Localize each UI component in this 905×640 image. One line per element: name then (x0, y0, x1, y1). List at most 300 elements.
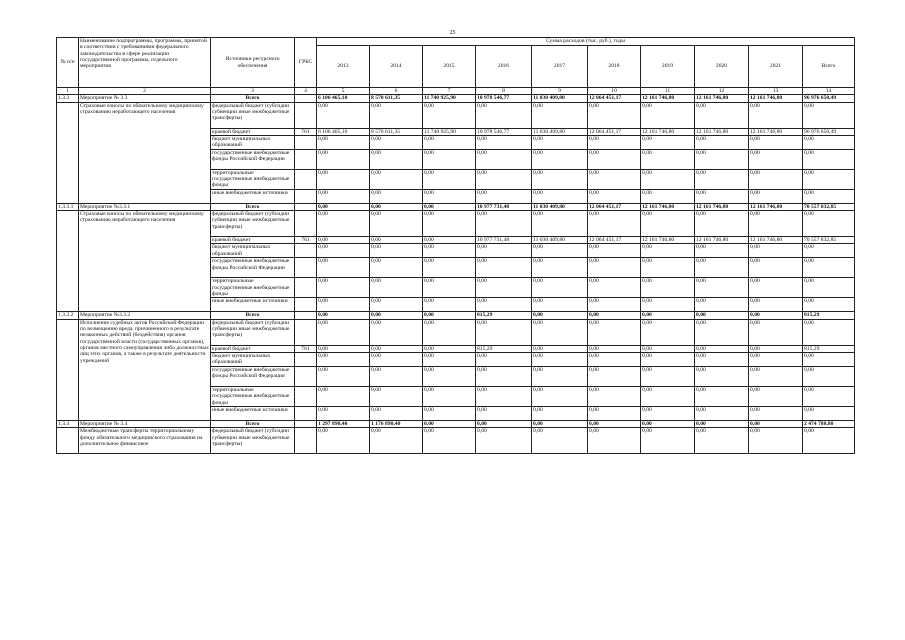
amount-cell: 0,00 (749, 345, 803, 352)
col-number: 2 (79, 88, 211, 95)
amount-cell: 0,00 (749, 421, 803, 428)
amount-cell: 70 557 832,85 (803, 203, 855, 210)
amount-cell: 0,00 (803, 319, 855, 345)
amount-cell: 0,00 (476, 189, 532, 203)
amount-cell: 0,00 (641, 135, 695, 149)
amount-cell: 0,00 (476, 102, 532, 128)
amount-cell: 11 740 925,90 (423, 95, 476, 102)
amount-cell: 0,00 (803, 189, 855, 203)
amount-cell: 0,00 (532, 428, 588, 454)
row-title: Мероприятие № 3.3 (79, 95, 211, 102)
grbs-cell (295, 203, 317, 210)
amount-cell: 0,00 (423, 149, 476, 169)
grbs-cell (295, 298, 317, 312)
amount-cell: 0,00 (476, 258, 532, 278)
amount-cell: 0,00 (641, 298, 695, 312)
amount-cell: 0,00 (803, 258, 855, 278)
amount-cell: 0,00 (695, 149, 749, 169)
amount-cell: 0,00 (588, 353, 641, 367)
amount-cell: 0,00 (641, 367, 695, 387)
source-label: бюджет муниципальных образований (211, 135, 295, 149)
amount-cell: 0,00 (588, 189, 641, 203)
amount-cell: 0,00 (803, 367, 855, 387)
amount-cell: 0,00 (423, 312, 476, 319)
amount-cell: 0,00 (641, 189, 695, 203)
amount-cell: 0,00 (803, 102, 855, 128)
amount-cell: 0,00 (749, 189, 803, 203)
amount-cell: 96 976 650,49 (803, 128, 855, 135)
amount-cell: 10 978 546,77 (476, 128, 532, 135)
header-year: 2017 (532, 46, 588, 88)
col-number: 6 (370, 88, 423, 95)
amount-cell: 0,00 (532, 149, 588, 169)
col-number: 3 (211, 88, 295, 95)
col-number: 4 (295, 88, 317, 95)
table-row (57, 312, 855, 319)
amount-cell: 0,00 (476, 211, 532, 237)
amount-cell: 11 030 409,80 (532, 95, 588, 102)
amount-cell: 0,00 (532, 387, 588, 407)
amount-cell: 0,00 (695, 189, 749, 203)
amount-cell: 1 176 890,40 (370, 421, 423, 428)
col-number: 8 (476, 88, 532, 95)
amount-cell: 8 570 611,35 (370, 128, 423, 135)
amount-cell: 0,00 (370, 428, 423, 454)
amount-cell: 0,00 (370, 102, 423, 128)
amount-cell: 0,00 (641, 319, 695, 345)
amount-cell: 0,00 (476, 319, 532, 345)
amount-cell: 0,00 (588, 149, 641, 169)
amount-cell: 0,00 (476, 278, 532, 298)
amount-cell: 0,00 (749, 367, 803, 387)
amount-cell: 11 030 409,80 (532, 203, 588, 210)
amount-cell: 0,00 (695, 211, 749, 237)
source-label: Всего (211, 421, 295, 428)
amount-cell: 0,00 (749, 278, 803, 298)
amount-cell: 0,00 (588, 135, 641, 149)
amount-cell: 0,00 (317, 258, 370, 278)
amount-cell: 0,00 (588, 298, 641, 312)
amount-cell: 0,00 (317, 407, 370, 421)
source-label: Всего (211, 312, 295, 319)
col-number: 11 (641, 88, 695, 95)
table-row (57, 421, 855, 428)
amount-cell: 2 474 780,80 (803, 421, 855, 428)
col-number: 10 (588, 88, 641, 95)
grbs-cell (295, 278, 317, 298)
amount-cell: 0,00 (641, 258, 695, 278)
amount-cell: 0,00 (749, 149, 803, 169)
source-label: бюджет муниципальных образований (211, 244, 295, 258)
amount-cell: 0,00 (317, 278, 370, 298)
amount-cell: 0,00 (317, 367, 370, 387)
amount-cell: 0,00 (423, 237, 476, 244)
amount-cell: 0,00 (317, 237, 370, 244)
amount-cell: 0,00 (476, 421, 532, 428)
amount-cell: 815,29 (476, 312, 532, 319)
grbs-cell (295, 421, 317, 428)
amount-cell: 0,00 (476, 135, 532, 149)
amount-cell: 12 064 451,17 (588, 237, 641, 244)
amount-cell: 0,00 (532, 258, 588, 278)
header-year: 2014 (370, 46, 423, 88)
amount-cell: 0,00 (317, 312, 370, 319)
header-source: Источники ресурсного обеспечения (211, 38, 295, 88)
table-row (57, 203, 855, 210)
amount-cell: 0,00 (370, 149, 423, 169)
amount-cell: 0,00 (532, 244, 588, 258)
amount-cell: 12 161 746,80 (695, 95, 749, 102)
amount-cell: 0,00 (749, 298, 803, 312)
source-label: бюджет муниципальных образований (211, 353, 295, 367)
source-label: иные внебюджетные источники (211, 189, 295, 203)
amount-cell: 0,00 (749, 102, 803, 128)
amount-cell: 12 161 746,80 (749, 95, 803, 102)
amount-cell: 0,00 (695, 102, 749, 128)
amount-cell: 0,00 (476, 407, 532, 421)
col-number: 5 (317, 88, 370, 95)
amount-cell: 0,00 (423, 258, 476, 278)
amount-cell: 12 161 746,80 (749, 237, 803, 244)
amount-cell: 0,00 (695, 353, 749, 367)
amount-cell: 0,00 (803, 278, 855, 298)
source-label: федеральный бюджет (субсидии субвенции иные межбюджетные трансферты) (211, 428, 295, 454)
amount-cell: 0,00 (370, 387, 423, 407)
col-number: 14 (803, 88, 855, 95)
amount-cell: 0,00 (695, 278, 749, 298)
amount-cell: 0,00 (532, 407, 588, 421)
amount-cell: 0,00 (476, 149, 532, 169)
amount-cell: 0,00 (641, 149, 695, 169)
amount-cell: 10 977 731,48 (476, 203, 532, 210)
amount-cell: 0,00 (532, 189, 588, 203)
amount-cell: 0,00 (803, 244, 855, 258)
amount-cell: 0,00 (476, 169, 532, 189)
row-number: 1.3.3.2 (57, 312, 79, 319)
amount-cell: 12 161 746,80 (641, 203, 695, 210)
source-label: иные внебюджетные источники (211, 298, 295, 312)
amount-cell: 0,00 (370, 407, 423, 421)
source-label: федеральный бюджет (субсидии субвенции иные межбюджетные трансферты) (211, 319, 295, 345)
amount-cell: 0,00 (695, 244, 749, 258)
amount-cell: 12 161 746,80 (641, 128, 695, 135)
header-year: 2013 (317, 46, 370, 88)
amount-cell: 0,00 (749, 211, 803, 237)
column-number-row (57, 88, 855, 95)
amount-cell: 0,00 (476, 244, 532, 258)
amount-cell: 0,00 (532, 211, 588, 237)
table-row (57, 428, 855, 454)
amount-cell: 11 740 925,90 (423, 128, 476, 135)
source-label: Всего (211, 203, 295, 210)
amount-cell: 12 161 746,80 (641, 95, 695, 102)
amount-cell: 0,00 (588, 367, 641, 387)
amount-cell: 0,00 (641, 345, 695, 352)
amount-cell: 0,00 (749, 387, 803, 407)
amount-cell: 0,00 (695, 387, 749, 407)
amount-cell: 0,00 (803, 298, 855, 312)
amount-cell: 0,00 (317, 244, 370, 258)
amount-cell: 0,00 (370, 278, 423, 298)
budget-table (56, 37, 855, 454)
amount-cell: 0,00 (588, 312, 641, 319)
col-number: 13 (749, 88, 803, 95)
amount-cell: 0,00 (317, 102, 370, 128)
source-label: государственные внебюджетные фонды Российской Федерации (211, 258, 295, 278)
grbs-cell (295, 387, 317, 407)
amount-cell: 0,00 (588, 244, 641, 258)
grbs-cell: 761 (295, 128, 317, 135)
amount-cell: 0,00 (641, 407, 695, 421)
amount-cell: 0,00 (641, 278, 695, 298)
source-label: краевой бюджет (211, 345, 295, 352)
header-group: Сумма расходов (тыс. руб.), годы (317, 38, 855, 46)
header-grbs: ГРБС (295, 38, 317, 88)
amount-cell: 0,00 (695, 345, 749, 352)
amount-cell: 0,00 (588, 387, 641, 407)
amount-cell: 0,00 (641, 387, 695, 407)
amount-cell: 0,00 (641, 169, 695, 189)
amount-cell: 815,29 (476, 345, 532, 352)
grbs-cell (295, 407, 317, 421)
amount-cell: 0,00 (749, 169, 803, 189)
grbs-cell (295, 189, 317, 203)
amount-cell: 0,00 (317, 353, 370, 367)
grbs-cell (295, 312, 317, 319)
amount-cell: 0,00 (641, 353, 695, 367)
amount-cell: 0,00 (317, 298, 370, 312)
grbs-cell: 761 (295, 237, 317, 244)
amount-cell: 0,00 (370, 312, 423, 319)
amount-cell: 0,00 (370, 367, 423, 387)
amount-cell: 0,00 (476, 428, 532, 454)
amount-cell: 0,00 (317, 211, 370, 237)
amount-cell: 0,00 (641, 428, 695, 454)
amount-cell: 0,00 (370, 203, 423, 210)
amount-cell: 815,29 (803, 345, 855, 352)
row-title: Мероприятие № 3.4 (79, 421, 211, 428)
amount-cell: 0,00 (370, 298, 423, 312)
amount-cell: 0,00 (532, 367, 588, 387)
amount-cell: 0,00 (317, 203, 370, 210)
source-label: краевой бюджет (211, 237, 295, 244)
source-label: федеральный бюджет (субсидии субвенции иные межбюджетные трансферты) (211, 211, 295, 237)
amount-cell: 12 161 746,80 (695, 128, 749, 135)
row-number-empty (57, 319, 79, 420)
amount-cell: 0,00 (423, 387, 476, 407)
row-number-empty (57, 211, 79, 312)
amount-cell: 0,00 (423, 367, 476, 387)
amount-cell: 0,00 (749, 319, 803, 345)
amount-cell: 0,00 (695, 298, 749, 312)
header-year: 2021 (749, 46, 803, 88)
amount-cell: 0,00 (423, 428, 476, 454)
row-title: Мероприятие №3.3.1 (79, 203, 211, 210)
grbs-cell (295, 258, 317, 278)
amount-cell: 0,00 (695, 312, 749, 319)
amount-cell: 0,00 (588, 258, 641, 278)
amount-cell: 0,00 (588, 211, 641, 237)
amount-cell: 12 161 746,80 (695, 237, 749, 244)
amount-cell: 0,00 (803, 353, 855, 367)
amount-cell: 0,00 (641, 312, 695, 319)
table-row (57, 211, 855, 237)
grbs-cell (295, 169, 317, 189)
amount-cell: 0,00 (423, 298, 476, 312)
amount-cell: 0,00 (695, 169, 749, 189)
amount-cell: 0,00 (370, 189, 423, 203)
row-description: Исполнение судебных актов Российской Федерации по возмещению вреда, причиненного в результате незаконных действий (бездействия) органов государственной власти (государственных органов), органов местного самоуправления либо должностных лиц этих органов, а также в результате деятельности учреждений (79, 319, 211, 420)
header-year: 2015 (423, 46, 476, 88)
amount-cell: 0,00 (423, 102, 476, 128)
amount-cell: 0,00 (532, 353, 588, 367)
amount-cell: 8 570 611,35 (370, 95, 423, 102)
grbs-cell: 761 (295, 345, 317, 352)
amount-cell: 11 030 409,80 (532, 128, 588, 135)
amount-cell: 0,00 (641, 244, 695, 258)
amount-cell: 0,00 (803, 428, 855, 454)
source-label: государственные внебюджетные фонды Российской Федерации (211, 149, 295, 169)
amount-cell: 70 557 832,85 (803, 237, 855, 244)
amount-cell: 0,00 (317, 135, 370, 149)
col-number: 1 (57, 88, 79, 95)
amount-cell: 10 978 546,77 (476, 95, 532, 102)
amount-cell: 0,00 (695, 135, 749, 149)
amount-cell: 0,00 (749, 353, 803, 367)
amount-cell: 0,00 (370, 353, 423, 367)
row-description: Страховые взносы по обязательному медицинскому страхованию неработающего населения (79, 211, 211, 312)
amount-cell: 0,00 (588, 421, 641, 428)
grbs-cell (295, 428, 317, 454)
amount-cell: 0,00 (370, 135, 423, 149)
amount-cell: 12 064 451,17 (588, 128, 641, 135)
amount-cell: 0,00 (803, 407, 855, 421)
row-number: 1.3.3 (57, 95, 79, 102)
source-label: федеральный бюджет (субсидии субвенции иные межбюджетные трансферты) (211, 102, 295, 128)
grbs-cell (295, 244, 317, 258)
amount-cell: 0,00 (370, 169, 423, 189)
header-year: 2020 (695, 46, 749, 88)
col-number: 7 (423, 88, 476, 95)
table-body (57, 95, 855, 454)
amount-cell: 0,00 (588, 319, 641, 345)
amount-cell: 0,00 (317, 345, 370, 352)
amount-cell: 0,00 (695, 319, 749, 345)
row-number: 1.3.4 (57, 421, 79, 428)
amount-cell: 0,00 (695, 407, 749, 421)
source-label: краевой бюджет (211, 128, 295, 135)
amount-cell: 0,00 (695, 421, 749, 428)
row-description: Межбюджетные трансферты территориальному фонду обязательного медицинского страхования на дополнительное финансовое (79, 428, 211, 454)
amount-cell: 0,00 (532, 169, 588, 189)
amount-cell: 0,00 (695, 428, 749, 454)
amount-cell: 12 064 451,17 (588, 203, 641, 210)
source-label: Всего (211, 95, 295, 102)
amount-cell: 12 161 746,80 (695, 203, 749, 210)
amount-cell: 0,00 (423, 278, 476, 298)
amount-cell: 0,00 (370, 319, 423, 345)
amount-cell: 0,00 (749, 407, 803, 421)
amount-cell: 0,00 (749, 135, 803, 149)
amount-cell: 0,00 (317, 428, 370, 454)
amount-cell: 0,00 (423, 135, 476, 149)
amount-cell: 0,00 (423, 169, 476, 189)
amount-cell: 0,00 (803, 211, 855, 237)
col-number: 12 (695, 88, 749, 95)
amount-cell: 0,00 (588, 345, 641, 352)
grbs-cell (295, 149, 317, 169)
header-year: 2019 (641, 46, 695, 88)
amount-cell: 0,00 (476, 353, 532, 367)
amount-cell: 0,00 (423, 345, 476, 352)
grbs-cell (295, 353, 317, 367)
source-label: иные внебюджетные источники (211, 407, 295, 421)
table-row (57, 95, 855, 102)
amount-cell: 0,00 (423, 421, 476, 428)
table-row (57, 319, 855, 345)
row-description: Страховые взносы по обязательному медицинскому страхованию неработающего населения (79, 102, 211, 203)
amount-cell: 0,00 (641, 211, 695, 237)
grbs-cell (295, 367, 317, 387)
amount-cell: 0,00 (370, 244, 423, 258)
amount-cell: 0,00 (532, 102, 588, 128)
amount-cell: 1 297 890,40 (317, 421, 370, 428)
grbs-cell (295, 319, 317, 345)
amount-cell: 0,00 (532, 298, 588, 312)
amount-cell: 0,00 (370, 258, 423, 278)
row-number-empty (57, 102, 79, 203)
source-label: территориальные государственные внебюджетные фонды (211, 278, 295, 298)
amount-cell: 0,00 (695, 258, 749, 278)
amount-cell: 10 977 731,48 (476, 237, 532, 244)
amount-cell: 0,00 (370, 345, 423, 352)
amount-cell: 0,00 (476, 298, 532, 312)
page-number: 25 (449, 30, 456, 36)
amount-cell: 0,00 (532, 312, 588, 319)
grbs-cell (295, 135, 317, 149)
amount-cell: 96 976 650,49 (803, 95, 855, 102)
row-title: Мероприятие №3.3.2 (79, 312, 211, 319)
amount-cell: 0,00 (423, 211, 476, 237)
amount-cell: 6 106 465,10 (317, 95, 370, 102)
amount-cell: 0,00 (476, 367, 532, 387)
amount-cell: 0,00 (423, 319, 476, 345)
amount-cell: 0,00 (749, 312, 803, 319)
amount-cell: 11 030 409,80 (532, 237, 588, 244)
table-row (57, 102, 855, 128)
grbs-cell (295, 95, 317, 102)
amount-cell: 0,00 (317, 387, 370, 407)
source-label: территориальные государственные внебюджетные фонды (211, 387, 295, 407)
row-number-empty (57, 428, 79, 454)
amount-cell: 0,00 (588, 428, 641, 454)
amount-cell: 0,00 (803, 387, 855, 407)
amount-cell: 0,00 (317, 189, 370, 203)
amount-cell: 0,00 (695, 367, 749, 387)
header-num: № п/п (57, 38, 79, 88)
amount-cell: 0,00 (532, 345, 588, 352)
amount-cell: 0,00 (749, 428, 803, 454)
amount-cell: 12 161 746,80 (749, 128, 803, 135)
amount-cell: 0,00 (532, 421, 588, 428)
amount-cell: 0,00 (803, 169, 855, 189)
col-number: 9 (532, 88, 588, 95)
amount-cell: 0,00 (423, 244, 476, 258)
source-label: территориальные государственные внебюджетные фонды (211, 169, 295, 189)
header-year: 2018 (588, 46, 641, 88)
amount-cell: 0,00 (588, 169, 641, 189)
amount-cell: 0,00 (803, 149, 855, 169)
